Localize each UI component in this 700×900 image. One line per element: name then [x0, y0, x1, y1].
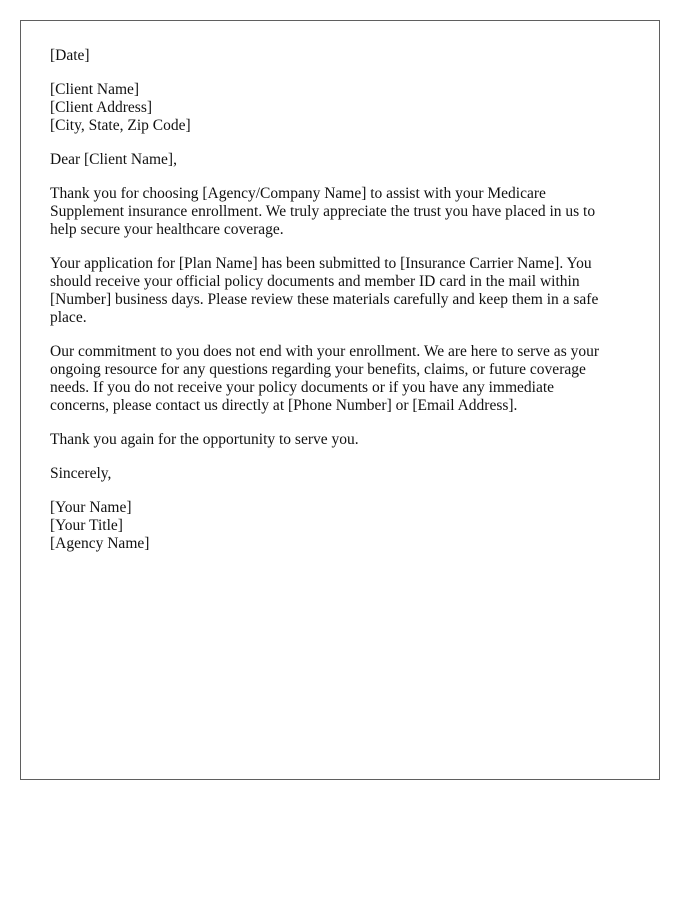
paragraph-1-line-2: Supplement insurance enrollment. We truly appreciate the trust you have placed in us to [50, 203, 596, 220]
paragraph-1-line-1: Thank you for choosing [Agency/Company Name] to assist with your Medicare [50, 185, 546, 202]
spacer-after-paragraph-3 [50, 415, 624, 431]
letter-content [50, 47, 624, 553]
paragraph-3-line-2: ongoing resource for any questions regarding your benefits, claims, or future coverage [50, 361, 586, 378]
agency-name: [Agency Name] [50, 535, 150, 552]
paragraph-3-line-1: Our commitment to you does not end with your enrollment. We are here to serve as your [50, 343, 600, 360]
paragraph-2-line-3: [Number] business days. Please review these materials carefully and keep them in a safe [50, 291, 599, 308]
paragraph-3 [50, 343, 624, 415]
date-block [50, 47, 624, 65]
paragraph-2-line-1: Your application for [Plan Name] has been submitted to [Insurance Carrier Name]. You [50, 255, 592, 272]
your-title: [Your Title] [50, 517, 123, 534]
paragraph-3-line-4: concerns, please contact us directly at [Phone Number] or [Email Address]. [50, 397, 518, 414]
spacer-after-address [50, 135, 624, 151]
spacer-after-signoff [50, 483, 624, 499]
paragraph-1 [50, 185, 624, 239]
closing-thanks-text: Thank you again for the opportunity to serve you. [50, 431, 359, 448]
signature-block [50, 499, 624, 553]
signoff [50, 465, 624, 483]
closing-thanks [50, 431, 624, 449]
spacer-after-date [50, 65, 624, 81]
spacer-after-paragraph-1 [50, 239, 624, 255]
paragraph-3-line-3: needs. If you do not receive your policy documents or if you have any immediate [50, 379, 555, 396]
paragraph-2-line-4: place. [50, 309, 87, 326]
spacer-after-paragraph-2 [50, 327, 624, 343]
paragraph-2 [50, 255, 624, 327]
your-name: [Your Name] [50, 499, 132, 516]
client-address-block [50, 81, 624, 135]
client-address: [Client Address] [50, 99, 153, 116]
city-state-zip: [City, State, Zip Code] [50, 117, 191, 134]
letter-page [20, 20, 660, 780]
signoff-text: Sincerely, [50, 465, 112, 482]
letter-date: [Date] [50, 47, 90, 64]
spacer-after-salutation [50, 169, 624, 185]
paragraph-1-line-3: help secure your healthcare coverage. [50, 221, 284, 238]
spacer-after-thanks [50, 449, 624, 465]
salutation-text: Dear [Client Name], [50, 151, 177, 168]
salutation [50, 151, 624, 169]
paragraph-2-line-2: should receive your official policy documents and member ID card in the mail within [50, 273, 580, 290]
client-name: [Client Name] [50, 81, 140, 98]
